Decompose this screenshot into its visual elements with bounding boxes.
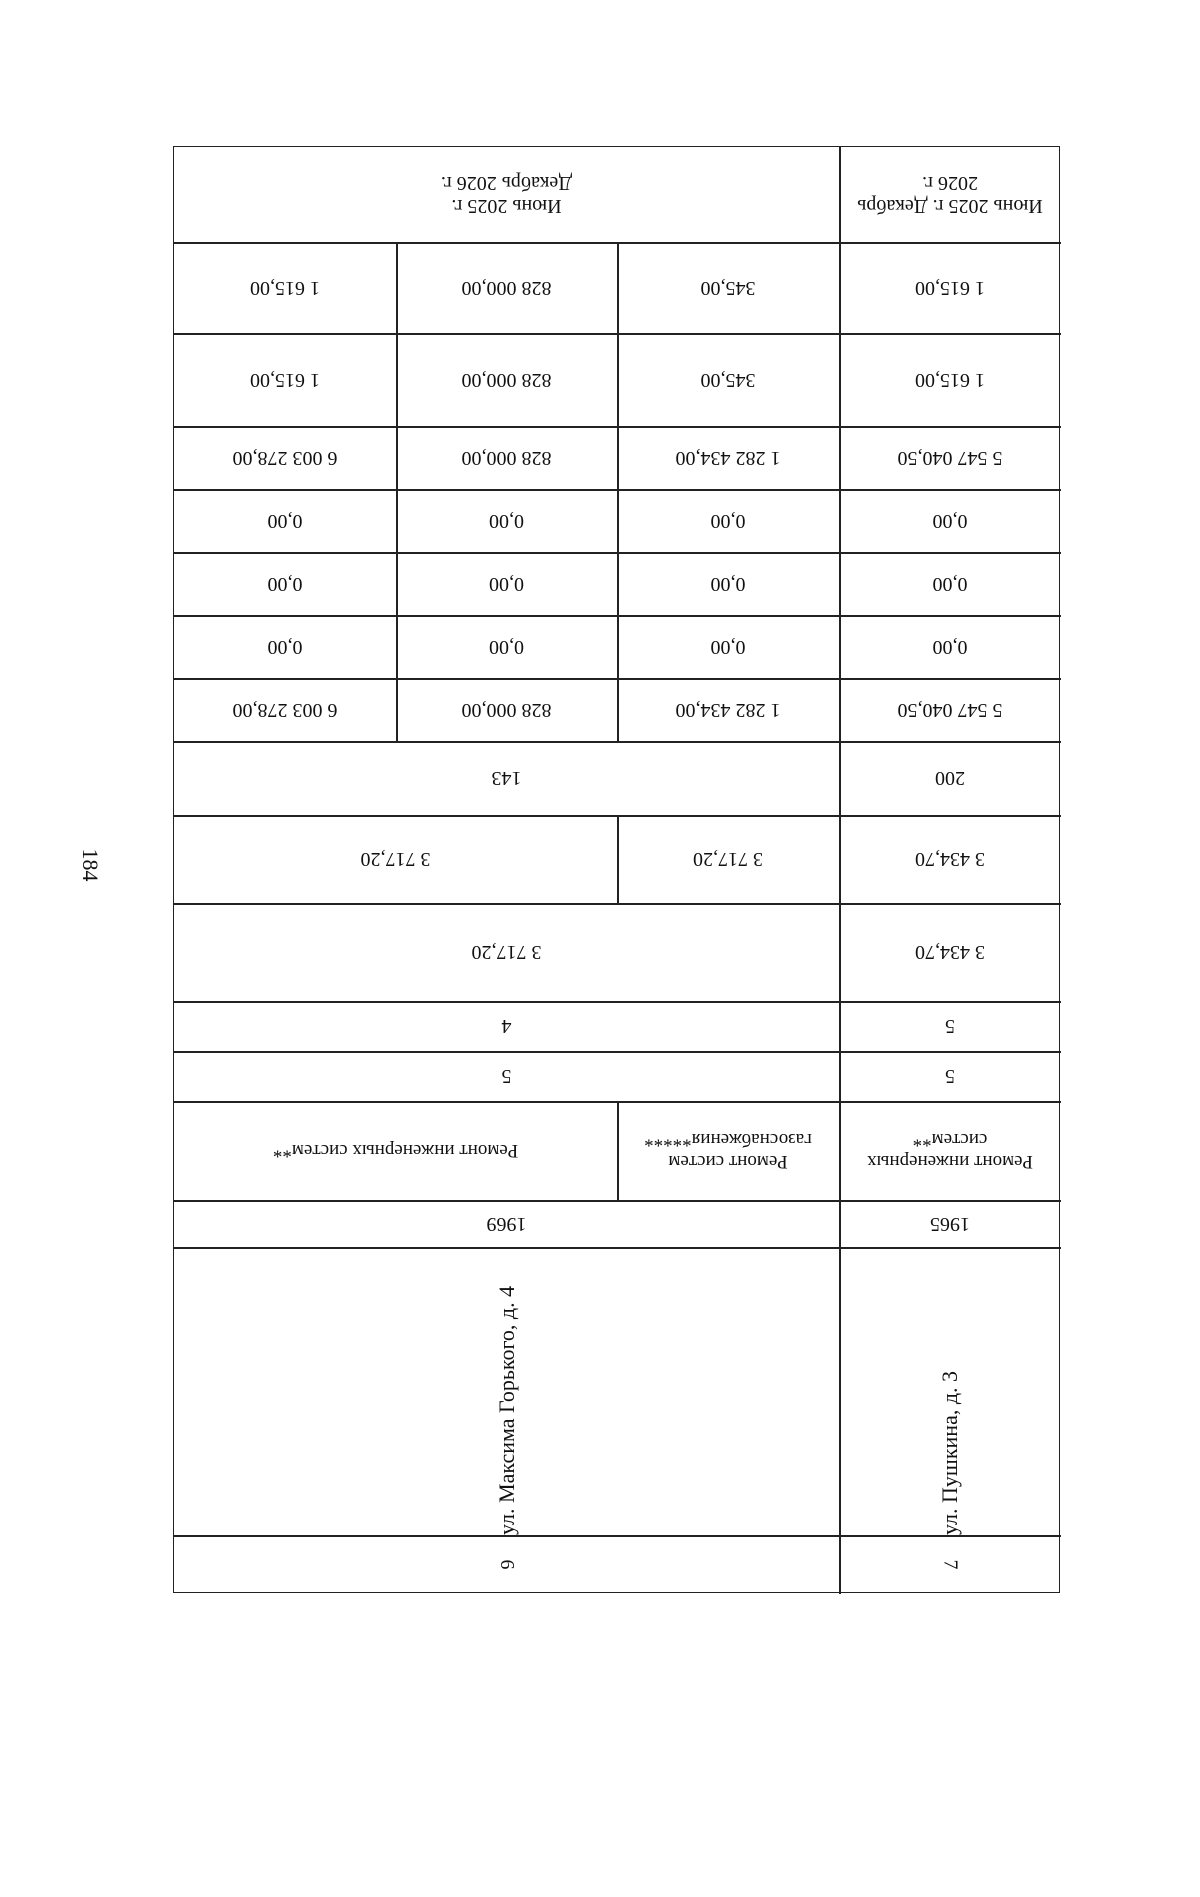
work-type-cell: Ремонт систем газоснабжения***** xyxy=(644,1129,812,1173)
cell: 200 xyxy=(935,767,965,790)
cell: 0,00 xyxy=(932,573,968,595)
cell: 0,00 xyxy=(489,636,524,658)
cell: 0,00 xyxy=(489,510,524,532)
cell: 1 615,00 xyxy=(915,277,985,299)
cell: 1 615,00 xyxy=(250,277,320,299)
address-cell: ул. Пушкина, д. 3 xyxy=(937,1370,962,1535)
header-period-right: Июнь 2025 г. Декабрь 2026 г. xyxy=(857,172,1043,218)
year-cell: 1969 xyxy=(486,1213,527,1235)
cell: 0,00 xyxy=(710,573,746,595)
row-number-cell: 6 xyxy=(496,1559,518,1570)
cell: 0,00 xyxy=(710,510,746,532)
cell: 0,00 xyxy=(267,636,303,658)
cell: 828 000,00 xyxy=(461,369,552,391)
year-cell: 1965 xyxy=(930,1213,970,1235)
cell: 828 000,00 xyxy=(461,699,552,721)
cell: 1 282 434,00 xyxy=(675,699,781,721)
cell: 345,00 xyxy=(700,277,756,299)
cell: 3 717,20 xyxy=(693,848,763,871)
cell: 0,00 xyxy=(489,573,524,595)
cell: 0,00 xyxy=(932,636,968,658)
cell: 6 003 278,00 xyxy=(232,447,338,469)
cell: 5 xyxy=(501,1065,512,1088)
budget-table xyxy=(173,146,1060,1593)
work-type-cell: Ремонт инженерных систем** xyxy=(272,1140,519,1162)
cell: 3 717,20 xyxy=(360,848,431,871)
cell: 5 547 040,50 xyxy=(897,699,1003,721)
header-period-left: Июнь 2025 г. Декабрь 2026 г. xyxy=(440,172,573,218)
cell: 0,00 xyxy=(267,510,303,532)
cell: 1 282 434,00 xyxy=(675,447,781,469)
work-type-cell: Ремонт инженерных систем** xyxy=(867,1129,1033,1173)
cell: 0,00 xyxy=(267,573,303,595)
address-cell: ул. Максима Горького, д. 4 xyxy=(494,1285,519,1535)
cell: 6 003 278,00 xyxy=(232,699,338,721)
cell: 0,00 xyxy=(932,510,968,532)
cell: 5 xyxy=(945,1015,955,1038)
cell: 1 615,00 xyxy=(915,369,985,391)
cell: 3 434,70 xyxy=(915,941,985,964)
cell: 828 000,00 xyxy=(461,277,552,299)
cell: 3 434,70 xyxy=(915,848,985,871)
cell: 5 547 040,50 xyxy=(897,447,1003,469)
row-number-cell: 7 xyxy=(939,1559,962,1570)
cell: 5 xyxy=(945,1065,955,1088)
page-number: 184 xyxy=(78,848,103,882)
cell: 143 xyxy=(491,767,522,790)
cell: 828 000,00 xyxy=(461,447,552,469)
cell: 4 xyxy=(501,1015,512,1038)
cell: 345,00 xyxy=(700,369,756,391)
cell: 3 717,20 xyxy=(471,941,542,964)
cell: 0,00 xyxy=(710,636,746,658)
cell: 1 615,00 xyxy=(250,369,320,391)
row-divider xyxy=(174,1247,1061,1249)
